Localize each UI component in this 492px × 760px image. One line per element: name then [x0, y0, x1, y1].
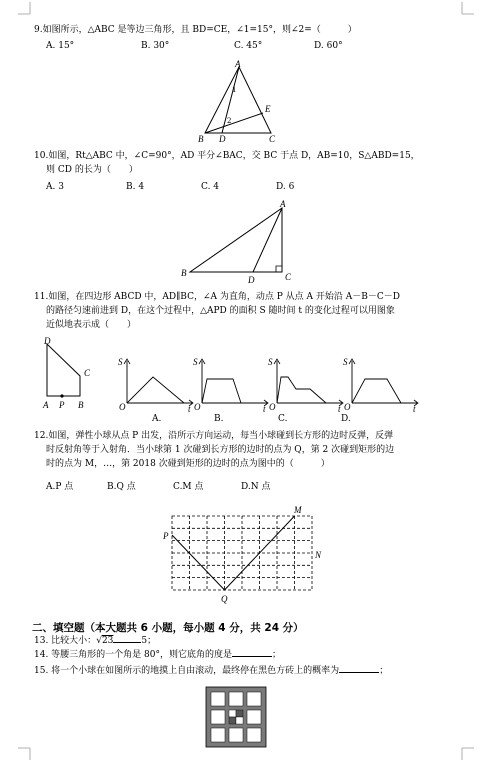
q12-label-q: Q [221, 594, 228, 604]
q14-end: ； [272, 650, 282, 660]
q11-stem-line3: 近似地表示成（ ） [46, 320, 137, 330]
q12-billiard-figure [160, 502, 330, 606]
q11-option-b[interactable]: B. [214, 414, 224, 424]
q11-label-b: B [78, 400, 84, 410]
q12-label-m: M [294, 505, 302, 515]
q10-label-b: B [181, 268, 187, 278]
q10-options [46, 182, 316, 194]
q11-graph-d-s-label: S [343, 357, 348, 367]
q9-option-c[interactable]: C. 45° [234, 41, 263, 51]
q11-option-a[interactable]: A. [152, 414, 162, 424]
q9-triangle-figure [195, 58, 285, 146]
q10-right-triangle-figure [178, 196, 298, 286]
q9-stem: 9.如图所示，△ABC 是等边三角形，且 BD=CE，∠1=15°，则∠2=（ ） [34, 25, 357, 35]
q11-stem-line2: 的路径匀速前进到 D，在这个过程中，△APD 的面积 S 随时间 t 的变化过程可以用图象 [46, 306, 395, 316]
q13-suffix: 5； [141, 636, 157, 646]
q11-option-c[interactable]: C. [278, 414, 288, 424]
q11-label-d: D [44, 336, 51, 346]
section2-title: 二、填空题（本大题共 6 小题，每小题 4 分，共 24 分） [32, 622, 304, 634]
q12-option-b[interactable]: B.Q 点 [107, 482, 136, 492]
q11-graph-b-t-label: t [263, 404, 266, 413]
q15-line [34, 665, 388, 678]
q10-option-b[interactable]: B. 4 [126, 182, 145, 192]
q11-graph-b [193, 355, 271, 413]
q11-option-d[interactable]: D. [341, 414, 351, 424]
q10-option-c[interactable]: C. 4 [201, 182, 220, 192]
q11-graph-d [343, 355, 421, 413]
q12-label-n: N [315, 550, 322, 560]
q13-prefix: 13. 比较大小： [34, 636, 97, 646]
q9-label-d: D [219, 134, 226, 144]
q11-graph-b-o-label: O [194, 402, 201, 412]
q11-label-a: A [43, 400, 49, 410]
q12-option-d[interactable]: D.N 点 [241, 482, 271, 492]
q11-graph-a-t-label: t [188, 404, 191, 413]
q11-graph-a-o-label: O [119, 402, 126, 412]
q10-option-a[interactable]: A. 3 [46, 182, 64, 192]
q12-label-p: P [163, 531, 169, 541]
q9-option-b[interactable]: B. 30° [141, 41, 170, 51]
q11-options [0, 414, 492, 426]
q11-graph-b-s-label: S [193, 357, 198, 367]
q15-answer-blank[interactable] [339, 672, 379, 673]
q9-label-e: E [265, 104, 271, 114]
q11-graph-c-s-label: S [268, 357, 273, 367]
q10-option-d[interactable]: D. 6 [276, 182, 295, 192]
q9-option-d[interactable]: D. 60° [314, 41, 343, 51]
q12-stem-line3: 时的点为 M，…，第 2018 次碰到矩形的边时的点为图中的（ ） [46, 459, 330, 469]
q14-text: 14. 等腰三角形的一个角是 80°，则它底角的度是 [34, 650, 232, 660]
q13-answer-blank[interactable] [113, 642, 141, 643]
q11-graph-c-t-label: t [338, 404, 341, 413]
q13-line [34, 635, 156, 648]
q10-stem-line2: 则 CD 的长为（ ） [46, 165, 138, 175]
q11-graph-a [118, 355, 196, 413]
q12-options [46, 479, 306, 491]
q13-radicand: 23 [101, 636, 114, 646]
q9-option-a[interactable]: A. 15° [46, 41, 75, 51]
q12-option-a[interactable]: A.P 点 [46, 482, 74, 492]
q11-graph-a-s-label: S [118, 357, 123, 367]
q10-label-d: D [248, 275, 255, 285]
q10-stem-line1: 10.如图，Rt△ABC 中，∠C=90°，AD 平分∠BAC，交 BC 于点 D，AB=10，S△ABD=15， [34, 151, 420, 161]
q15-floor-tile-figure [205, 686, 267, 748]
q14-answer-blank[interactable] [232, 656, 272, 657]
q10-label-a: A [280, 199, 286, 209]
q15-end: ； [379, 666, 389, 676]
q9-label-a: A [235, 59, 241, 69]
q11-stem-line1: 11.如图，在四边形 ABCD 中，AD∥BC，∠A 为直角，动点 P 从点 A 开始沿 A－B－C－D [34, 292, 400, 302]
q11-quadrilateral-figure [40, 336, 100, 412]
q12-option-c[interactable]: C.M 点 [173, 482, 204, 492]
q12-stem-line1: 12.如图，弹性小球从点 P 出发，沿所示方向运动，每当小球碰到长方形的边时反弹，反弹 [34, 431, 394, 441]
q9-options [46, 41, 376, 53]
sqrt-symbol: √ [96, 636, 102, 646]
q11-graph-c-o-label: O [269, 402, 276, 412]
q11-label-c: C [84, 368, 91, 378]
q9-label-b: B [198, 134, 204, 144]
q9-angle-1: 1 [232, 86, 237, 94]
q12-stem-line2: 时反射角等于入射角．当小球第 1 次碰到长方形的边时的点为 Q，第 2 次碰到矩形的边 [46, 445, 395, 455]
q9-angle-2: 2 [227, 117, 232, 125]
q11-graph-d-t-label: t [413, 404, 416, 413]
q11-graph-d-o-label: O [344, 402, 351, 412]
q9-label-c: C [269, 134, 276, 144]
q15-text: 15. 将一个小球在如图所示的地摸上自由滚动，最终停在黑色方砖上的概率为 [34, 666, 340, 676]
q11-graph-c [268, 355, 346, 413]
q11-label-p: P [59, 400, 65, 410]
q14-line [34, 649, 281, 662]
q10-label-c: C [285, 272, 292, 282]
